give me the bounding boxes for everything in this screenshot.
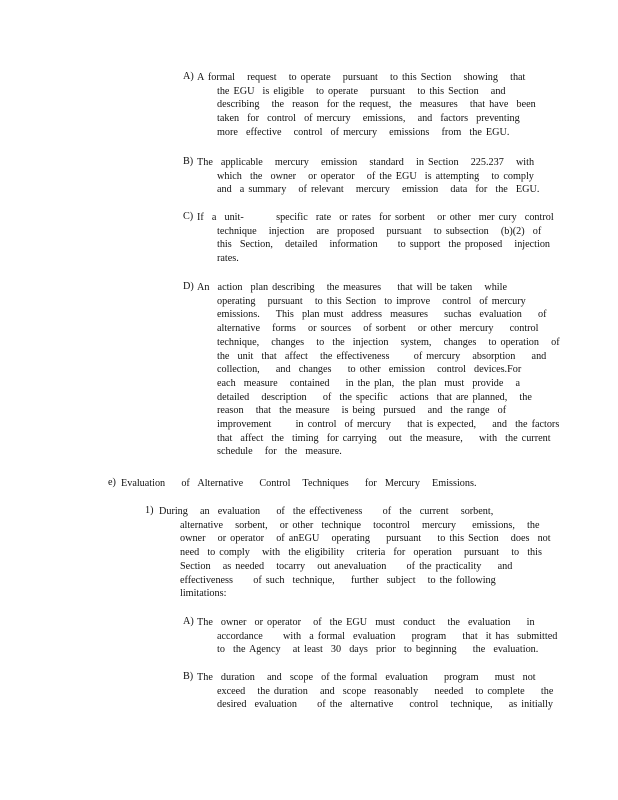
item-marker: D) [183,281,194,292]
item-line: If a unit- specific rate or rates for sorbent or other mer cury control [197,212,554,223]
item-line: describing the reason for the request, the measures that have been [217,99,536,111]
item-marker: A) [183,616,194,627]
section-title: Evaluation of Alternative Control Techniques for Mercury Emissions. [121,478,477,489]
item-line: taken for control of mercury emissions, and factors preventing [217,113,520,125]
item-line: collection, and changes to other emission control devices.For [217,364,522,376]
item-line: schedule for the measure. [217,446,342,458]
item-line: An action plan describing the measures that will be taken while [197,282,507,293]
item-line: The owner or operator of the EGU must conduct the evaluation in [197,617,535,628]
item-line: the EGU is eligible to operate pursuant to this Section and [217,85,506,97]
item-line: each measure contained in the plan, the plan must provide a [217,377,521,389]
sub-line: limitations: [180,588,227,600]
item-line: accordance with a formal evaluation program that it has submitted [217,630,558,642]
item-line: alternative forms or sources of sorbent or other mercury control [217,323,539,335]
item-line: desired evaluation of the alternative control technique, as initially [217,699,553,711]
item-line: and a summary of relevant mercury emission data for the EGU. [217,184,540,196]
item-line: to the Agency at least 30 days prior to beginning the evaluation. [217,644,539,656]
item-line: emissions. This plan must address measures suchas evaluation of [217,309,547,321]
item-line: which the owner or operator of the EGU is attempting to comply [217,170,534,182]
item-marker: A) [183,71,194,82]
item-marker: B) [183,671,194,682]
item-line: reason that the measure is being pursued and the range of [217,405,507,417]
item-line: improvement in control of mercury that is expected, and the factors [217,419,560,430]
sub-line: alternative sorbent, or other technique tocontrol mercury emissions, the [180,519,540,531]
item-line: A formal request to operate pursuant to this Section showing that [197,72,526,83]
item-line: rates. [217,253,239,265]
sub-line: Section as needed tocarry out anevaluation of the practicality and [180,560,513,572]
item-line: operating pursuant to this Section to improve control of mercury [217,295,526,307]
item-line: exceed the duration and scope reasonably needed to complete the [217,685,554,697]
item-line: detailed description of the specific actions that are planned, the [217,391,532,403]
item-line: The duration and scope of the formal evaluation program must not [197,672,536,683]
sub-line: effectiveness of such technique, further subject to the following [180,574,496,586]
sub-line: owner or operator of anEGU operating pursuant to this Section does not [180,533,551,545]
item-marker: B) [183,156,194,167]
item-line: technique, changes to the injection system, changes to operation of [217,336,560,348]
sub-line: During an evaluation of the effectiveness of the current sorbent, [159,506,494,517]
item-line: this Section, detailed information to support the proposed injection [217,239,551,251]
item-line: The applicable mercury emission standard in Section 225.237 with [197,157,535,168]
item-line: more effective control of mercury emissions from the EGU. [217,126,510,138]
item-line: the unit that affect the effectiveness of mercury absorption and [217,350,547,362]
item-line: technique injection are proposed pursuant to subsection (b)(2) of [217,225,542,237]
sub-line: need to comply with the eligibility criteria for operation pursuant to this [180,547,542,559]
item-marker: C) [183,211,194,222]
item-line: that affect the timing for carrying out the measure, with the current [217,432,551,444]
section-marker: e) [108,477,116,488]
sub-marker: 1) [145,505,154,516]
